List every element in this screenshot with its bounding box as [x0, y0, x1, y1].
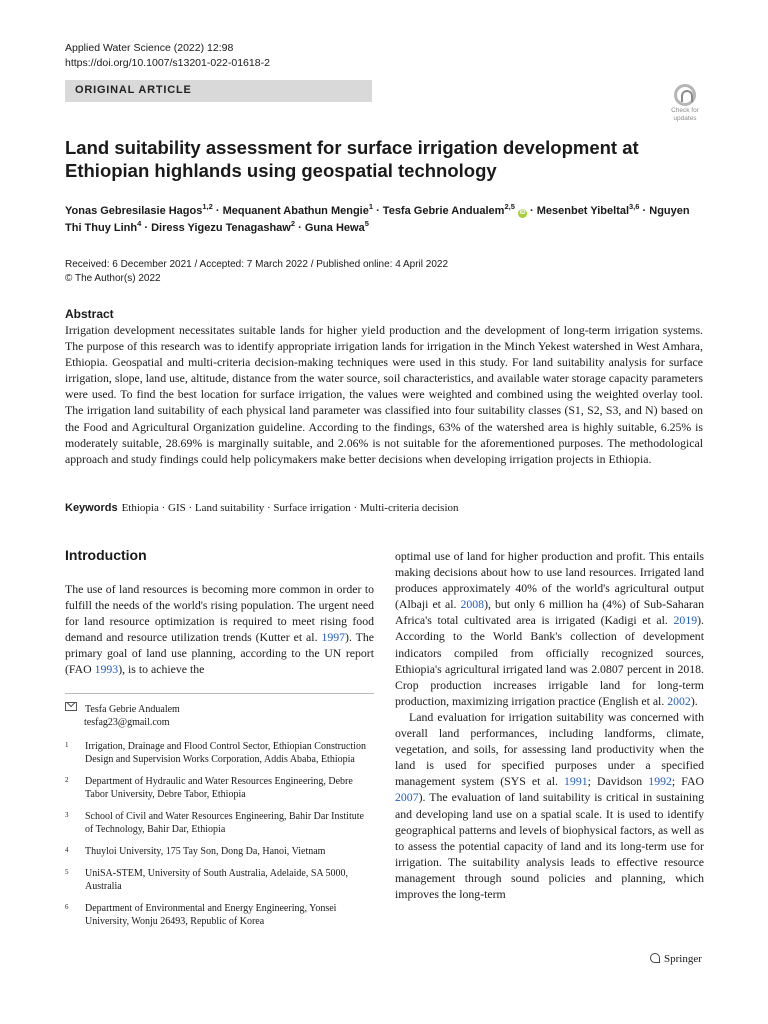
- text-run: ). The evaluation of land suitability is critical in sustaining and developing land use on a spatial scale. It is used to identify geographical patterns and levels of biophysical factors, as well as to assess the potential capacity of land and its long-term use for irrigation. The suitability analysis leads to effective resource management through sound policies and planning, which improves the long-term: [395, 790, 704, 901]
- envelope-icon: [65, 702, 77, 711]
- text-run: The use of land resources is becoming more common in order to fulfill the needs of the world's rising population. The urgent need for land resource optimization is required to meet rising food demand and resource utilization trends (Kutter et al.: [65, 582, 374, 645]
- article-type: ORIGINAL ARTICLE: [75, 84, 192, 96]
- crossmark-icon: [674, 84, 696, 106]
- left-column-text: [65, 581, 374, 678]
- author-name[interactable]: Guna Hewa: [304, 222, 365, 234]
- keywords-label: Keywords: [65, 502, 118, 514]
- affiliation-item: [65, 902, 374, 928]
- affiliation-number: 6: [65, 903, 69, 911]
- text-run: ; FAO: [671, 774, 704, 789]
- citation-link[interactable]: 2007: [395, 790, 419, 805]
- author-name[interactable]: Diress Yigezu Tenagashaw: [151, 222, 291, 234]
- author-name[interactable]: Tesfa Gebrie Andualem: [382, 205, 505, 217]
- text-run: ; Davidson: [587, 774, 649, 789]
- introduction-heading: Introduction: [65, 547, 147, 563]
- text-run: optimal use of land for higher production and profit. This entails making decisions about how to use land resources. Irrigated land produces approximately 40% of the world's agricultural output (Albaji et al.: [395, 549, 704, 612]
- affiliation-item: [65, 867, 374, 893]
- correspondence: [65, 702, 374, 729]
- affiliation-text: UniSA-STEM, University of South Australia, Adelaide, SA 5000, Australia: [85, 868, 349, 892]
- author-affiliation-ref: 2: [290, 219, 296, 228]
- affiliation-text: Department of Environmental and Energy Engineering, Yonsei University, Wonju 26493, Republic of Korea: [85, 903, 337, 927]
- citation-link[interactable]: 2002: [667, 693, 691, 708]
- author-affiliation-ref: 1: [368, 202, 374, 211]
- paragraph: [395, 548, 704, 709]
- orcid-icon[interactable]: iD: [519, 210, 526, 216]
- article-type-bar: [65, 80, 372, 102]
- corresponding-email[interactable]: tesfag23@gmail.com: [84, 717, 170, 728]
- affiliation-number: 2: [65, 776, 69, 784]
- keywords: [65, 501, 705, 516]
- citation-link[interactable]: 1997: [321, 630, 346, 645]
- abstract-text: Irrigation development necessitates suitable lands for higher yield production and the development of long-term irrigation systems. The purpose of this research was to identify appropriate irrigation lands for irrigation in the Minch Yekest watershed in West Amhara, Ethiopia. Geospatial and multi-criteria decision-making techniques were used in this study. For land suitability analysis for surface irrigation, slope, land use, altitude, distance from the water source, soil characteristics, and available water storage capacity parameters were used. To find the best location for surface irrigation, the values were weighted and combined using the weighted overlay tool. The irrigation land suitability of each physical land parameter was classified into four suitability classes (S1, S2, S3, and N) based on the Food and Agricultural Organization guideline. According to the findings, 63% of the watershed area is highly suitable, 6.25% is moderately suitable, 28.69% is marginally suitable, and 2.06% is not suitable for the aforementioned purposes. The methodological approach and study findings could help policymakers make better decisions when developing irrigation projects in Ethiopia.: [65, 323, 703, 466]
- text-run: ), is to achieve the: [118, 662, 205, 677]
- abstract-heading: Abstract: [65, 307, 114, 321]
- affiliation-number: 4: [65, 846, 69, 854]
- journal-citation: Applied Water Science (2022) 12:98: [65, 42, 234, 54]
- article-title: Land suitability assessment for surface irrigation development at Ethiopian highlands using geospatial technology: [65, 137, 639, 181]
- author-name[interactable]: Mequanent Abathun Mengie: [222, 205, 369, 217]
- dates-line: Received: 6 December 2021 / Accepted: 7 March 2022 / Published online: 4 April 2022: [65, 259, 449, 270]
- affiliation-number: 1: [65, 741, 69, 749]
- affiliation-item: [65, 845, 374, 858]
- affiliation-text: Department of Hydraulic and Water Resources Engineering, Debre Tabor University, Debre Tabor, Ethiopia: [85, 776, 353, 800]
- text-run: ), but only 6 million ha (4%) of Sub-Saharan Africa's total cultivated area is irrigated (Kadigi et al.: [395, 597, 704, 628]
- text-run: ). According to the World Bank's collection of development indicators compiled from officially recognized sources, Ethiopia's agricultural irrigated land was 2.0807 percent in 2018. Crop production increases irrigable land for long-term production, maximizing irrigation practice (English et al.: [395, 613, 704, 708]
- affiliation-text: Thuyloi University, 175 Tay Son, Dong Da, Hanoi, Vietnam: [85, 846, 326, 857]
- author-affiliation-ref: 3,6: [629, 202, 640, 211]
- author-list: Yonas Gebresilasie Hagos$^{1,2}$ · Mequanent Abathun Mengie$^1$ · Tesfa Gebrie Andualem$^{2,5}$ iD · Mesenbet Yibeltal$^{3,6}$ · Nguyen Thi Thuy Linh$^4$ · Diress Yigezu Tenagashaw$^2$ · Guna Hewa$^5$: [65, 202, 690, 234]
- footnote-divider: [65, 693, 374, 694]
- check-for-updates-badge[interactable]: [665, 84, 705, 124]
- author-affiliation-ref: 1,2: [202, 202, 213, 211]
- author-affiliation-ref: 2,5: [504, 202, 515, 211]
- affiliation-item: [65, 775, 374, 801]
- affiliation-item: [65, 810, 374, 836]
- author-name[interactable]: Mesenbet Yibeltal: [536, 205, 630, 217]
- text-run: Land evaluation for irrigation suitability was concerned with overall land performances, including landforms, climate, vegetation, and soils, for assessing land productivity when the land is used for specified purposes under a specified management system (SYS et al.: [395, 709, 704, 789]
- affiliation-number: 3: [65, 811, 69, 819]
- publisher-logo: [650, 953, 702, 965]
- text-run: ). The primary goal of land use planning, according to the UN report (FAO: [65, 630, 374, 677]
- publication-dates: [65, 258, 448, 286]
- right-column-text: [395, 548, 704, 902]
- citation-link[interactable]: 1992: [648, 774, 672, 789]
- crossmark-label-2: updates: [673, 115, 697, 122]
- author-name[interactable]: Nguyen Thi Thuy Linh: [65, 205, 690, 234]
- affiliation-text: Irrigation, Drainage and Flood Control Sector, Ethiopian Construction Design and Supervision Works Corporation, Addis Ababa, Ethiopia: [85, 741, 366, 765]
- author-affiliation-ref: 4: [137, 219, 142, 228]
- journal-header: [65, 41, 270, 71]
- doi-link[interactable]: https://doi.org/10.1007/s13201-022-01618-2: [65, 57, 270, 69]
- affiliation-number: 5: [65, 868, 69, 876]
- keywords-text: Ethiopia · GIS · Land suitability · Surface irrigation · Multi-criteria decision: [121, 502, 459, 514]
- corresponding-author: Tesfa Gebrie Andualem: [85, 704, 180, 715]
- citation-link[interactable]: 1993: [94, 662, 119, 677]
- copyright-line: © The Author(s) 2022: [65, 273, 161, 284]
- affiliation-item: [65, 740, 374, 766]
- author-affiliation-ref: 5: [364, 219, 369, 228]
- text-run: ).: [690, 693, 698, 708]
- springer-horse-icon: [650, 953, 660, 963]
- citation-link[interactable]: 2008: [460, 597, 485, 612]
- affiliation-text: School of Civil and Water Resources Engineering, Bahir Dar Institute of Technology, Bahir Dar, Ethiopia: [85, 811, 364, 835]
- publisher-name: Springer: [664, 953, 702, 965]
- author-name[interactable]: Yonas Gebresilasie Hagos: [65, 205, 203, 217]
- citation-link[interactable]: 2019: [673, 613, 698, 628]
- paragraph: [395, 709, 704, 902]
- affiliations: [65, 740, 374, 937]
- crossmark-label-1: Check for: [671, 107, 699, 114]
- citation-link[interactable]: 1991: [564, 774, 588, 789]
